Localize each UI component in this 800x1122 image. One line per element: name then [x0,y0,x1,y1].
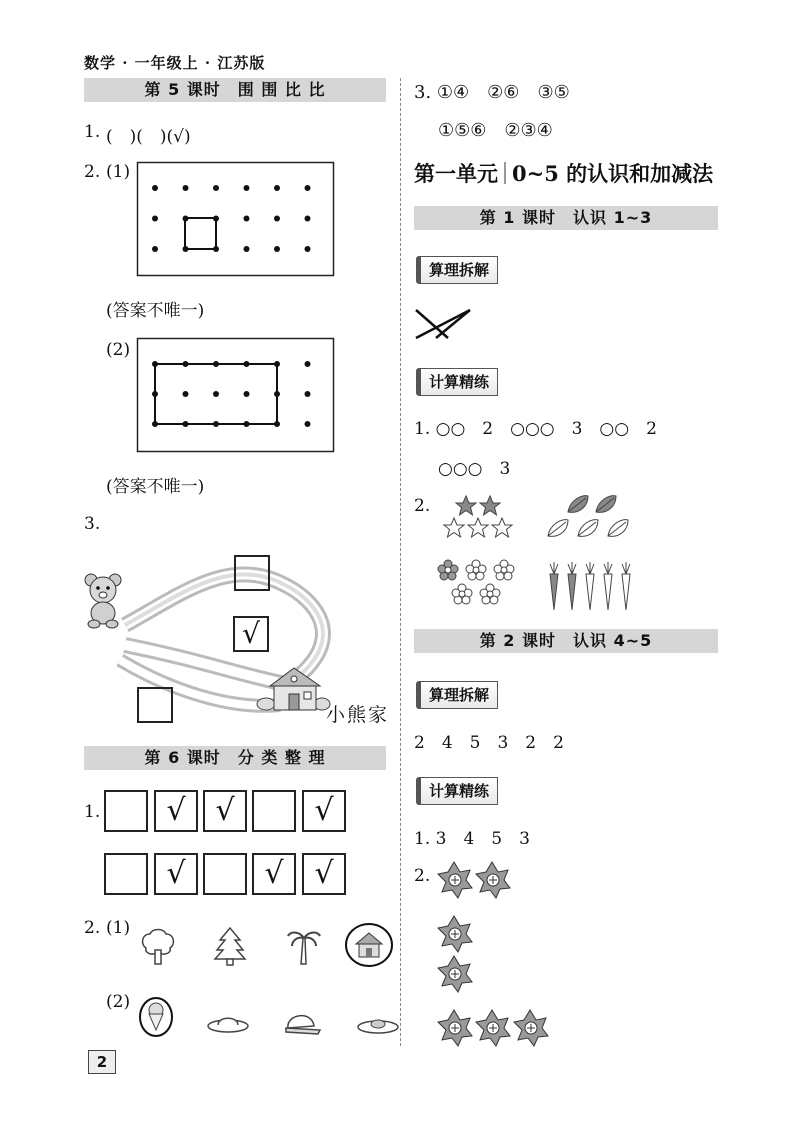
grid-dot [305,421,311,427]
big-flowers-group [434,860,554,1050]
lesson1-title: 第 1 课时 认识 1~3 [414,206,718,230]
house-label: 小熊家 [326,704,390,726]
path-answer-box-top [234,555,270,591]
path-answer-box-bottom [137,687,173,723]
grid-dot [274,185,280,191]
classify-answer-box [203,853,247,895]
classify-answer-box [104,853,148,895]
l2-q1: 1. 3 4 5 3 [414,829,530,849]
grid-dot [183,185,189,191]
tree-icon [138,926,178,966]
grid-dot [152,216,158,222]
small-flowers-group [436,558,520,608]
page-number: 2 [88,1050,116,1074]
grid-dot [305,361,311,367]
palm-tree-icon [286,926,322,966]
tag-practice-2: 计算精练 [416,777,498,805]
grid-dot [305,185,311,191]
grid-dot [183,391,189,397]
grid-dot [244,185,250,191]
matching-lines [414,302,474,342]
classify-answer-box: √ [302,790,346,832]
grid-dot [244,391,250,397]
unit-title-separator [504,162,506,184]
tag-analysis-2: 算理拆解 [416,681,498,709]
classify-answer-box: √ [154,853,198,895]
carrots-group [544,560,636,612]
dot-grid-1 [137,162,334,276]
column-divider [400,78,401,1046]
grid-dot [244,246,250,252]
r-q3-line2: ①⑤⑥ ②③④ [438,120,553,141]
q61-label: 1. [84,802,101,822]
unit-name: 0~5 的认识和加减法 [512,161,714,186]
q1-answer: ( )( )(√) [106,127,191,147]
bear-icon [82,572,126,628]
tag-practice-1: 计算精练 [416,368,498,396]
mouse-plate-icon [356,1014,400,1034]
grid-dot [305,391,311,397]
q1-label: 1. [84,122,101,142]
q3-label: 3. [84,514,101,534]
classify-answer-box: √ [252,853,296,895]
lesson5-title: 第 5 课时 围 围 比 比 [84,78,386,102]
cap-icon [282,1008,322,1036]
grid-dot [213,185,219,191]
stars-group [440,494,520,540]
unit-number: 第一单元 [414,161,498,186]
grid-dot [305,216,311,222]
grid-dot [274,246,280,252]
l1-q1-line2: ○○○ 3 [438,459,511,479]
lesson2-title: 第 2 课时 认识 4~5 [414,629,718,653]
classify-answer-box: √ [203,790,247,832]
unit-title [414,158,713,188]
grid-dot [213,391,219,397]
q62-label: 2. [84,918,101,938]
page-header: 数学 · 一年级上 · 江苏版 [84,54,266,72]
q62-sub1: (1) [106,918,131,938]
classify-answer-box [252,790,296,832]
pine-tree-icon [212,926,248,966]
tag-analysis-1: 算理拆解 [416,256,498,284]
classify-answer-box [104,790,148,832]
house-icon [256,664,332,714]
l1-q2-label: 2. [414,496,431,516]
grid-dot [244,216,250,222]
l1-q1-line1: 1. ○○ 2 ○○○ 3 ○○ 2 [414,419,657,439]
sun-hat-icon [206,1012,250,1034]
leaves-group [544,494,636,540]
not-unique-note-1: (答案不唯一) [106,301,205,321]
grid-dot [152,185,158,191]
l2-q2-label: 2. [414,866,431,886]
path-answer-box-middle: √ [233,616,269,652]
grid-dot [152,246,158,252]
r-q3-line1: 3. ①④ ②⑥ ③⑤ [414,82,570,103]
q62-sub2: (2) [106,992,131,1012]
grid-dot [274,216,280,222]
classify-answer-box: √ [302,853,346,895]
q2-sub2: (2) [106,340,131,360]
l2-analysis-answer: 2 4 5 3 2 2 [414,733,564,753]
lesson6-title: 第 6 课时 分 类 整 理 [84,746,386,770]
not-unique-note-2: (答案不唯一) [106,477,205,497]
dot-grid-2 [137,338,334,452]
q2-label: 2. [84,162,101,182]
classify-answer-box: √ [154,790,198,832]
q2-sub1: (1) [106,162,131,182]
circled-house-icon [344,922,394,968]
grid-dot [305,246,311,252]
ice-cream-icon [138,996,174,1038]
